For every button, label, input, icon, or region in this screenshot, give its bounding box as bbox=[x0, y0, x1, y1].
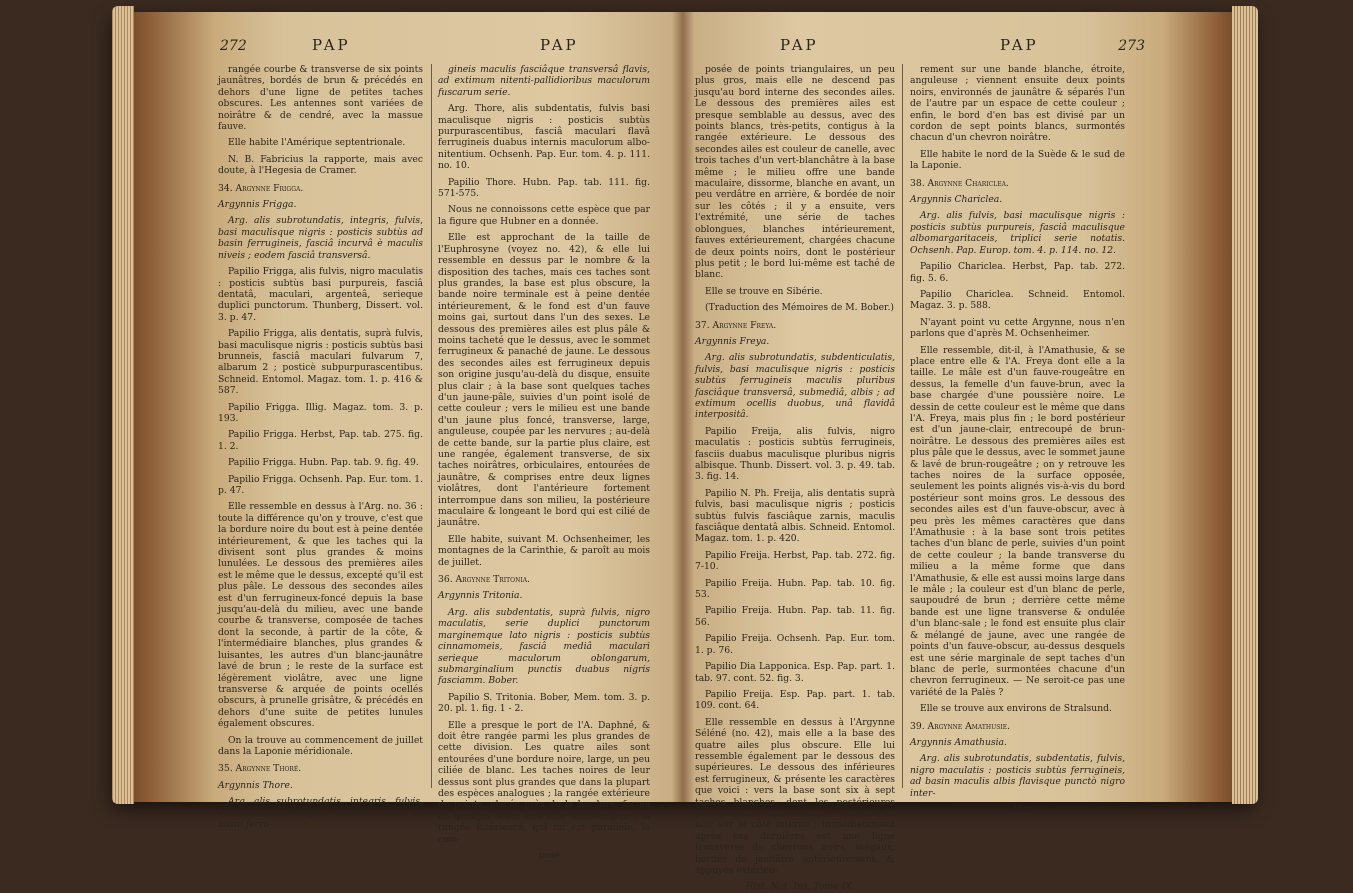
paragraph: rangée courbe & transverse de six points jaunâtres, bordés de brun & précédés en dehors d'une ligne de petites taches obscures. Les antennes sont variées de noirâtre & de cendré, avec la massue fauve. bbox=[218, 64, 423, 133]
text-column bbox=[438, 64, 650, 861]
paragraph: Elle a presque le port de l'A. Daphné, & doit être rangée parmi les plus grandes de cette division. Les quatre ailes sont entourées d'une bordure noire, large, un peu ciliée de blanc. Les taches noires de leur dessus sont plus grandes que dans la plupart des espèces analogues ; la rangée extérieure de points, placée près de la bordure, forme en quelque sorte une raie intérrompue ; la rangée intérieure, qui lui est parallèle, le com- bbox=[438, 719, 650, 845]
header-word: PAP bbox=[312, 36, 351, 54]
paragraph: On la trouve au commencement de juillet dans la Laponie méridionale. bbox=[218, 734, 423, 757]
paragraph: Arg. alis subrotundatis, integris, fulvis, basi maculisque nigris : posticis subtùs ad basin ferrugineis, fasciâ incurvâ è maculis niveis ; eodem fasciâ transversâ. bbox=[218, 215, 423, 261]
paragraph: (Traduction des Mémoires de M. Bober.) bbox=[705, 302, 894, 314]
paragraph: Arg. alis subrotundatis, subdentatis, fulvis, nigro maculatis : posticis subtùs ferrugineis, ad basin maculis albis flavisque punctò nigro inter- bbox=[910, 753, 1125, 799]
paragraph: Papilio Chariclea. Schneid. Entomol. Magaz. 3. p. 588. bbox=[910, 288, 1125, 312]
paragraph: Papilio Chariclea. Herbst, Pap. tab. 272. fig. 5. 6. bbox=[910, 261, 1125, 284]
paragraph: Elle habite l'Amérique septentrionale. bbox=[228, 137, 406, 149]
text-column bbox=[910, 64, 1125, 815]
paragraph: Elle se trouve en Sibérie. bbox=[705, 285, 823, 297]
paragraph: Papilio Freija. Ochsenh. Pap. Eur. tom. 1. p. 76. bbox=[695, 633, 895, 656]
paragraph: Arg. alis subrotundatis, subdenticulatis, fulvis, basi maculisque nigris : posticis subtùs ferrugineis maculis pluribus fasciâque transversâ, submediâ, albis ; ad extimum ocellis duobus, unâ flavidâ interpositâ. bbox=[695, 352, 895, 421]
paragraph: Elle habite, suivant M. Ochsenheimer, les montagnes de la Carinthie, & paroît au mois de juillet. bbox=[438, 533, 650, 568]
genus-name: Argynnis Thore. bbox=[218, 779, 293, 791]
paragraph: Papilio Frigga. Herbst, Pap. tab. 275. fig. 1. 2. bbox=[218, 429, 423, 452]
genus-name: Argynnis Chariclea. bbox=[910, 194, 1003, 206]
paragraph: Arg. alis subdentatis, suprà fulvis, nigro maculatis, serie duplici punctorum marginemque lato nigris : posticis subtùs cinnamomeis, fasciâ mediâ maculari serieque maculorum oblongarum, submarginalium punctis duabus nigris fasciamm. Bober. bbox=[438, 606, 650, 687]
right-page bbox=[690, 36, 1150, 893]
paragraph: Nous ne connoissons cette espèce que par la figure que Hubner en a donnée. bbox=[438, 204, 650, 227]
paragraph: Papilio Frigga. Hubn. Pap. tab. 9. fig. 49. bbox=[228, 457, 419, 469]
paragraph: Elle ressemble en dessus à l'Arg. no. 36 : toute la différence qu'on y trouve, c'est que la bordure noire du bout est à peine dentée intérieurement, & que les taches qui la divisent sont plus grandes & moins lunulées. Le dessous des premières ailes est le même que le dessus, excepté qu'il est plus pâle. Le dessous des secondes ailes est d'un ferrugineux-foncé depuis la base jusqu'au-delà du milieu, avec une bande courbe & transverse, composée de taches dont la seconde, à partir de la côte, & l'intermédiaire blanches, plus grandes & luisantes, les autres d'un blanc-jaunâtre lavé de brun ; le reste de la surface est légèrement violâtre, avec une ligne transverse & arquée de points ocellés obscurs, à prunelle grisâtre, & précédés en dehors d'une suite de petites lunules également obscures. bbox=[218, 501, 423, 730]
entry-heading: 37. Argynne Freya. bbox=[695, 319, 777, 331]
paragraph: Hist. Nat. Ins. Tome IX. bbox=[745, 881, 855, 893]
paragraph: Papilio Frigga, alis dentatis, suprà fulvis, basi maculisque nigris : posticis subtùs basi brunneis, fasciâ maculari fulvarum 7, albarum 2 ; posticè subpurpurascentibus. Schneid. Entomol. Magaz. tom. 1. p. 416 & 587. bbox=[218, 328, 423, 397]
paragraph: Papilio Freija. Esp. Pap. part. 1. tab. 109. cont. 64. bbox=[695, 688, 895, 712]
column-rule bbox=[902, 64, 903, 788]
paragraph: Papilio Freija, alis fulvis, nigro maculatis : posticis subtùs ferrugineis, fasciis duabus maculisque pluribus nigris albisque. Thunb. Dissert. vol. 3. p. 49. tab. 3. fig. 14. bbox=[695, 425, 895, 483]
header-word: PAP bbox=[1000, 36, 1039, 54]
paragraph: Papilio Freija. Hubn. Pap. tab. 10. fig. 53. bbox=[695, 577, 895, 601]
text-column bbox=[218, 64, 423, 830]
text-column bbox=[695, 64, 895, 893]
paragraph: posée de points triangulaires, un peu plus gros, mais elle ne descend pas jusqu'au bord interne des secondes ailes. Le dessous des premières ailes est presque semblable au dessus, avec des points blancs, très-petits, contigus à la rangée extérieure. Le dessous des secondes ailes est couleur de canelle, avec trois taches d'un vert-blanchâtre à la base même ; le milieu offre une bande maculaire, dissorme, blanche en avant, un peu verdâtre en arrière, & bordée de noir sur les côtés ; il y a ensuite, vers l'extrémité, une série de taches oblongues, blanches intérieurement, fauves extérieurement, chargées chacune de deux points noirs, dont le postérieur plus petit ; le bord lui-même est taché de blanc. bbox=[695, 64, 895, 281]
genus-name: Argynnis Tritonia. bbox=[438, 590, 523, 602]
paragraph: N. B. Fabricius la rapporte, mais avec doute, à l'Hegesia de Cramer. bbox=[218, 153, 423, 177]
page-number: 272 bbox=[220, 38, 247, 54]
paragraph: Papilio Thore. Hubn. Pap. tab. 111. fig. 571-575. bbox=[438, 176, 650, 200]
paragraph: pose bbox=[538, 850, 560, 861]
entry-heading: 39. Argynne Amathusie. bbox=[910, 720, 1010, 732]
entry-heading: 34. Argynne Frigga. bbox=[218, 182, 304, 194]
entry-heading: 36. Argynne Tritonia. bbox=[438, 574, 530, 586]
paragraph: Arg. alis subrotundatis, integris, fulvis, basi maculisque nigris ; posticis subtùs ad basin ferru- bbox=[218, 796, 423, 830]
paragraph: Papilio Freija. Herbst, Pap. tab. 272. fig. 7-10. bbox=[695, 549, 895, 573]
paragraph: Papilio N. Ph. Freija, alis dentatis suprà fulvis, basi maculisque nigris ; posticis subtùs fulvis fasciâque zarnis, maculis fasciâque dentatâ albis. Schneid. Entomol. Magaz. tom. 1. p. 420. bbox=[695, 487, 895, 545]
paragraph: N'ayant point vu cette Argynne, nous n'en parlons que d'après M. Ochsenheimer. bbox=[910, 316, 1125, 340]
entry-heading: 38. Argynne Chariclea. bbox=[910, 177, 1009, 189]
column-rule bbox=[431, 64, 432, 788]
genus-name: Argynnis Frigga. bbox=[218, 199, 297, 211]
paragraph: Papilio Dia Lapponica. Esp. Pap. part. 1. tab. 97. cont. 52. fig. 3. bbox=[695, 661, 895, 684]
page-number: 273 bbox=[1118, 38, 1145, 54]
header-word: PAP bbox=[540, 36, 579, 54]
paragraph: Elle est approchant de la taille de l'Euphrosyne (voyez no. 42), & elle lui ressemble en dessus par le nombre & la disposition des taches, mais ces taches sont plus grandes, la base est plus obscure, la bande noire terminale est à peine dentée intérieurement, & le fond est d'un fauve moins gai, surtout dans l'un des sexes. Le dessous des premières ailes est plus pâle & moins tacheté que le dessus, avec le sommet ferrugineux & panaché de jaune. Le dessous des secondes ailes est ferrugineux depuis son origine jusqu'au-delà du disque, ensuite plus clair ; à la base sont quelques taches d'un jaune-pâle, suivies d'un point isolé de cette couleur ; vers le milieu est une bande d'un jaune plus foncé, transverse, large, anguleuse, coupée par les nervures ; au-delà de cette bande, sur la partie plus claire, est une rangée, également transverse, de six taches noirâtres, orbiculaires, entourées de jaunâtre, & comprises entre deux lignes violâtres, dont l'antérieure fortement interrompue dans son milieu, la postérieure maculaire & longeant le bord qui est cilié de jaunâtre. bbox=[438, 232, 650, 529]
paragraph: Papilio Frigga, alis fulvis, nigro maculatis : posticis subtùs basi purpureis, fasciâ dentatâ, maculari, argenteâ, serieque duplici punctorum. Thunberg, Dissert. vol. 3. p. 47. bbox=[218, 266, 423, 323]
paragraph: Papilio Freija. Hubn. Pap. tab. 11. fig. 56. bbox=[695, 605, 895, 628]
paragraph: Arg. alis fulvis, basi maculisque nigris : posticis subtùs purpureis, fasciâ maculisque albomargaritaceis, triplici serie notatis. Ochsenh. Pap. Europ. tom. 4. p. 114. no. 12. bbox=[910, 210, 1125, 256]
paragraph: Elle ressemble, dit-il, à l'Amathusie, & se place entre elle & l'A. Freya dont elle a la taille. Le mâle est d'un fauve-rougeâtre en dessus, la femelle d'un fauve-brun, avec la base chargée d'une poussière noire. Le dessin de cette couleur est le même que dans l'A. Freya, mais plus fin ; le bord postérieur est d'un jaune-clair, entrecoupé de brun-noirâtre. Le dessous des premières ailes est plus pâle que le dessus, avec le sommet jaune & lavé de brun-rougeâtre ; on y retrouve les taches noires de la surface opposée, seulement les points alignés vis-à-vis du bord postérieur sont moins gros. Le dessous des secondes ailes est d'un fauve-obscur, avec à peu près les mêmes caractères que dans l'Amathusie : à la base sont trois petites taches d'un blanc de perle, suivies d'un point de cette couleur ; la bande transverse du milieu a la même forme que dans l'Amathusie, & elle est aussi moins large dans le mâle ; la couleur est d'un blanc de perle, saupoudré de brun ; derrière cette même bande est une ligne transverse & ondulée d'un blanc-sale ; le fond est ensuite plus clair & mélangé de jaune, avec une rangée de points d'un fauve-obscur, au-dessus desquels est une série marginale de sept taches d'un blanc de perle, surmontées chacune d'un chevron ferrugineux. — Ne seroit-ce pas une variété de la Palès ? bbox=[910, 344, 1125, 698]
genus-name: Argynnis Amathusia. bbox=[910, 736, 1007, 748]
running-head bbox=[690, 36, 1150, 60]
paragraph: rement sur une bande blanche, étroite, anguleuse ; viennent ensuite deux points noirs, environnés de jaunâtre & séparés l'un de l'autre par un espace de cette couleur ; enfin, le bord d'en bas est divisé par un cordon de sept points blancs, surmontés chacun d'un chevron noirâtre. bbox=[910, 64, 1125, 144]
paragraph: M m bbox=[1011, 803, 1034, 815]
running-head bbox=[200, 36, 665, 60]
paragraph: Papilio S. Tritonia. Bober, Mem. tom. 3. p. 20. pl. 1. fig. 1 - 2. bbox=[438, 691, 650, 715]
genus-name: Argynnis Freya. bbox=[695, 335, 770, 347]
entry-heading: 35. Argynne Thoré. bbox=[218, 763, 302, 775]
paragraph: Papilio Frigga. Ochsenh. Pap. Eur. tom. 1. p. 47. bbox=[218, 473, 423, 496]
paragraph: Arg. Thore, alis subdentatis, fulvis basi maculisque nigris : posticis subtùs purpurascentibus, fasciâ maculari flavâ ferrugineis duabus internis maculorum albo-nitentium. Ochsenh. Pap. Eur. tom. 4. p. 111. no. 10. bbox=[438, 103, 650, 172]
page-edges-left bbox=[112, 6, 134, 804]
paragraph: Elle ressemble en dessus à l'Argynne Séléné (no. 42), mais elle a la base des quatre ailes plus obscure. Elle lui ressemble également par le dessous des supérieures. Le dessous des inférieures est ferrugineux, & présente les caractères que voici : vers la base sont six à sept taches blanches, dont les postérieures plus grandes, échancrées & bordées de noir sur le côté interne ; immédiatement après ces dernières est une ligne transverse de chevrons noirs, inégaux, bordés de jaunâtre antérieurement, & appuyés extérieu- bbox=[695, 716, 895, 876]
header-word: PAP bbox=[780, 36, 819, 54]
paragraph: Elle se trouve aux environs de Stralsund. bbox=[920, 703, 1112, 715]
paragraph: gineis maculis fasciâque transversâ flavis, ad extimum nitenti-pallidioribus maculorum fuscarum serie. bbox=[438, 64, 650, 98]
page-edges-right bbox=[1232, 6, 1258, 804]
paragraph: Papilio Frigga. Illig. Magaz. tom. 3. p. 193. bbox=[218, 401, 423, 424]
left-page bbox=[200, 36, 665, 861]
paragraph: Elle habite le nord de la Suède & le sud de la Laponie. bbox=[910, 148, 1125, 172]
